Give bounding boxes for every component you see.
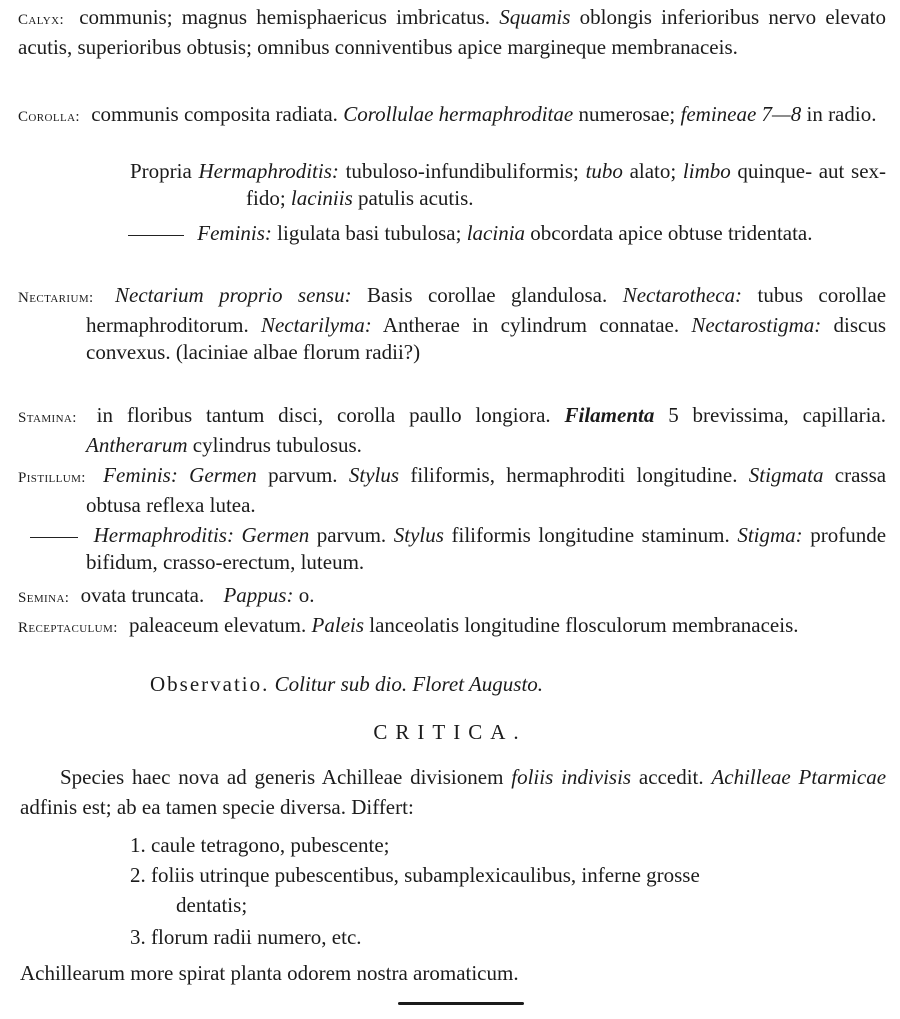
pistillum-text-7: crassa obtusa reflexa lutea. xyxy=(86,463,887,517)
pistillum-text-4: Stylus xyxy=(348,463,400,487)
critica-text-1: Species haec nova ad generis Achilleae divisionem xyxy=(60,765,504,789)
dash-rule xyxy=(128,235,184,236)
herm-text-1: Hermaphroditis: xyxy=(93,523,234,547)
herm-text-2: Germen xyxy=(241,523,310,547)
herm-text-3: parvum. xyxy=(316,523,387,547)
nectarium-text-2: Basis corollae glandulosa. xyxy=(367,283,608,307)
nectarium-text-5: Nectarilyma: xyxy=(260,313,372,337)
critica-paragraph xyxy=(20,762,886,822)
entry-hermaphroditis xyxy=(30,522,886,576)
corolla-text-1: communis composita radiata. xyxy=(91,102,338,126)
corolla-text-4: femineae 7—8 xyxy=(680,102,802,126)
observatio-text-1: Colitur sub dio. xyxy=(274,672,408,696)
nectarium-text-1: Nectarium proprio sensu: xyxy=(115,283,352,307)
feminis-text-1: Feminis: xyxy=(197,221,272,245)
entry-nectarium xyxy=(18,282,886,366)
receptaculum-text-3: lanceolatis longitudine flosculorum membranaceis. xyxy=(369,613,799,637)
critica-text-3: accedit. xyxy=(638,765,704,789)
pistillum-text-1: Feminis: xyxy=(103,463,178,487)
list-item: 3. florum radii numero, etc. xyxy=(130,925,362,949)
feminis-text-4: obcordata apice obtuse tridentata. xyxy=(530,221,813,245)
list-item xyxy=(130,860,886,920)
feminis-text-3: lacinia xyxy=(466,221,526,245)
propria-text-9: patulis acutis. xyxy=(358,186,474,210)
stamina-text-3: 5 brevissima, capillaria. xyxy=(668,403,886,427)
section-heading-critica: CRITICA. xyxy=(373,720,527,744)
calyx-text-3: oblongis inferioribus nervo elevato acutis, superioribus obtusis; omnibus conniventibus apice margineque membranaceis. xyxy=(18,5,886,59)
label-corolla: Corolla: xyxy=(18,109,80,125)
propria-text-2: Hermaphroditis: xyxy=(198,159,339,183)
propria-text-1: Propria xyxy=(130,159,192,183)
stamina-text-1: in floribus tantum disci, corolla paullo longiora. xyxy=(96,403,551,427)
stamina-text-5: cylindrus tubulosus. xyxy=(192,433,362,457)
feminis-text-2: ligulata basi tubulosa; xyxy=(277,221,462,245)
semina-text-3: o. xyxy=(298,583,315,607)
herm-text-6: Stigma: xyxy=(737,523,803,547)
decorative-rule xyxy=(398,1002,524,1005)
herm-text-4: Stylus xyxy=(393,523,444,547)
semina-text-1: ovata truncata. xyxy=(80,583,205,607)
observatio-text-2: Floret Augusto. xyxy=(412,672,544,696)
receptaculum-text-1: paleaceum elevatum. xyxy=(129,613,307,637)
closing-sentence: Achillearum more spirat planta odorem nostra aromaticum. xyxy=(20,961,519,985)
entry-receptaculum xyxy=(18,612,886,642)
pistillum-text-3: parvum. xyxy=(268,463,338,487)
propria-text-4: tubo xyxy=(585,159,623,183)
herm-text-5: filiformis longitudine staminum. xyxy=(451,523,730,547)
propria-text-6: limbo xyxy=(682,159,731,183)
entry-corolla xyxy=(18,101,886,131)
critica-text-5: adfinis est; ab ea tamen specie diversa. Differt: xyxy=(20,795,414,819)
calyx-text-2: Squamis xyxy=(499,5,571,29)
propria-text-5: alato; xyxy=(629,159,677,183)
observatio-line xyxy=(150,672,543,697)
propria-text-8: laciniis xyxy=(290,186,353,210)
nectarium-text-6: Antherae in cylindrum connatae. xyxy=(382,313,680,337)
nectarium-text-3: Nectarotheca: xyxy=(622,283,743,307)
herm-text-7: profunde bifidum, crasso-erectum, luteum. xyxy=(86,523,887,574)
list-item-text: 2. foliis utrinque pubescentibus, subamplexicaulibus, inferne grosse xyxy=(130,863,700,887)
semina-text-2: Pappus: xyxy=(223,583,294,607)
pistillum-text-2: Germen xyxy=(189,463,257,487)
entry-calyx xyxy=(18,4,886,61)
label-receptaculum: Receptaculum: xyxy=(18,620,118,636)
propria-text-7: quinque- aut sex-fido; xyxy=(246,159,887,210)
label-nectarium: Nectarium: xyxy=(18,290,94,306)
receptaculum-text-2: Paleis xyxy=(311,613,365,637)
corolla-text-5: in radio. xyxy=(806,102,877,126)
calyx-text-1: communis; magnus hemisphaericus imbricatus. xyxy=(79,5,491,29)
entry-stamina xyxy=(18,402,886,459)
corolla-text-2: Corollulae hermaphroditae xyxy=(343,102,574,126)
corolla-text-3: numerosae; xyxy=(578,102,676,126)
critica-text-4: Achilleae Ptarmicae xyxy=(711,765,887,789)
pistillum-text-5: filiformis, hermaphroditi longitudine. xyxy=(410,463,738,487)
critica-text-2: foliis indivisis xyxy=(511,765,632,789)
observatio-label: Observatio. xyxy=(150,672,270,696)
stamina-text-4: Antherarum xyxy=(86,433,188,457)
label-semina: Semina: xyxy=(18,590,70,606)
stamina-text-2: Filamenta xyxy=(564,403,655,427)
label-stamina: Stamina: xyxy=(18,410,77,426)
propria-text-3: tubuloso-infundibuliformis; xyxy=(345,159,579,183)
list-item: 1. caule tetragono, pubescente; xyxy=(130,833,390,857)
entry-pistillum xyxy=(18,462,886,519)
label-pistillum: Pistillum: xyxy=(18,470,86,486)
entry-feminis xyxy=(128,220,886,247)
pistillum-text-6: Stigmata xyxy=(748,463,824,487)
label-calyx: Calyx: xyxy=(18,12,65,28)
nectarium-text-8: discus convexus. (laciniae albae florum radii?) xyxy=(86,313,886,364)
list-item-text-cont: dentatis; xyxy=(176,893,248,917)
entry-semina xyxy=(18,582,886,612)
dash-rule xyxy=(30,537,78,538)
nectarium-text-4: tubus corollae hermaphroditorum. xyxy=(86,283,887,337)
nectarium-text-7: Nectarostigma: xyxy=(691,313,822,337)
entry-propria xyxy=(130,158,886,212)
